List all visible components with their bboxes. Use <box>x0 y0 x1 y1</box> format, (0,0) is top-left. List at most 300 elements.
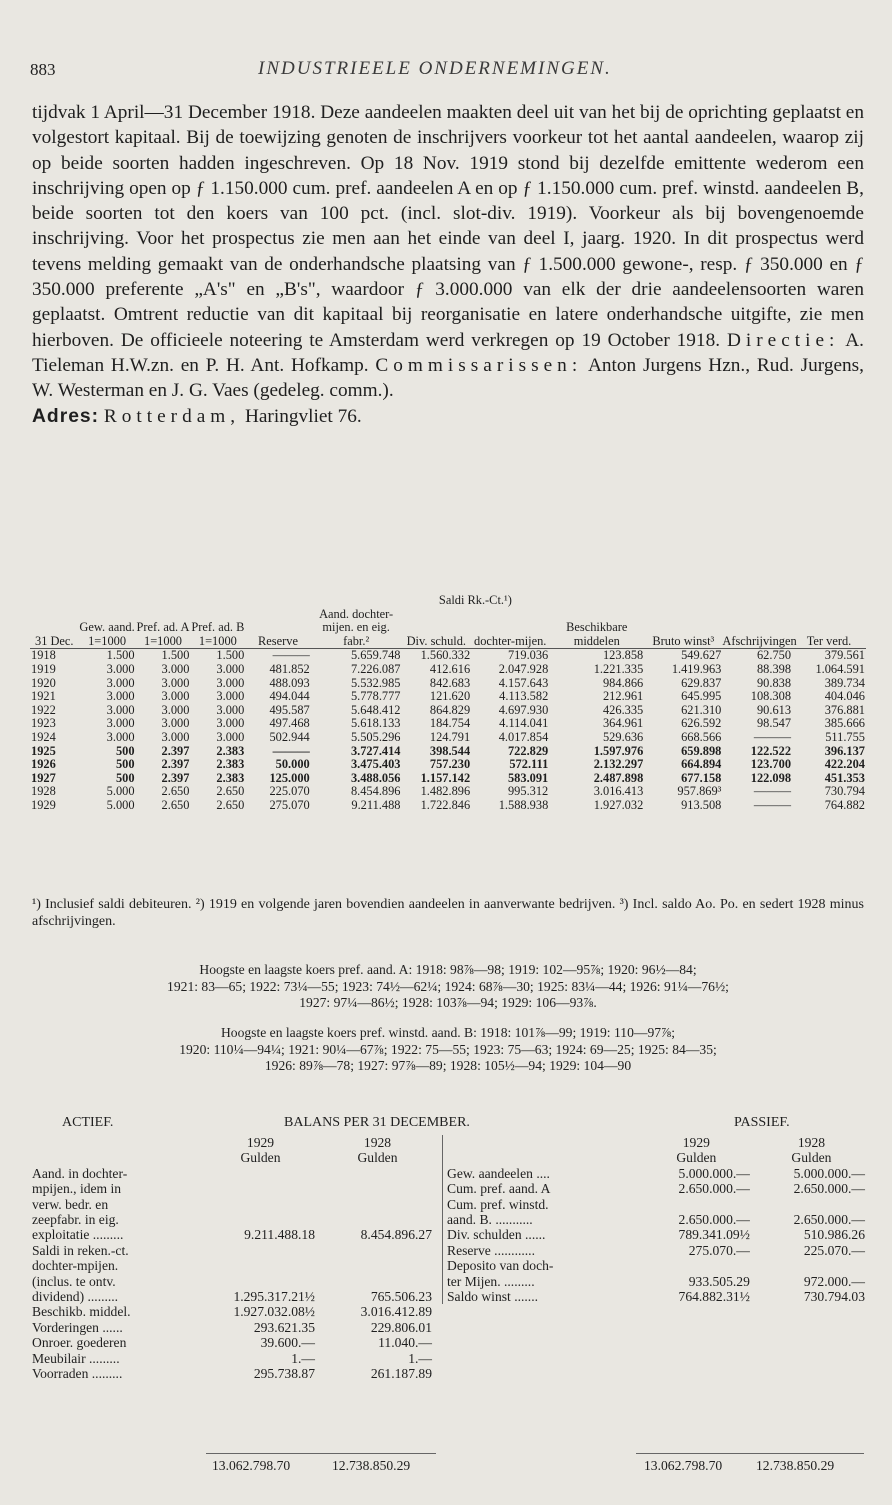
balance-label: Gew. aandeelen .... <box>447 1165 550 1181</box>
table-cell-doch: 583.091 <box>507 770 549 785</box>
balance-label: Aand. in dochter- <box>32 1165 128 1181</box>
koers-a-line: Hoogste en laagste koers pref. aand. A: 1918: 98⅞—98; 1919: 102—95⅞; 1920: 96½—84; <box>199 962 697 977</box>
balance-value: 2.650.000.— <box>678 1212 750 1228</box>
table-cell-afs: 122.522 <box>750 743 792 758</box>
table-cell-gew: 1.500 <box>106 648 135 663</box>
table-cell-year: 1925 <box>31 743 56 758</box>
koers-a-line: 1927: 97¼—86½; 1928: 103⅞—94; 1929: 106—93⅞. <box>299 995 597 1010</box>
table-cell-year: 1920 <box>31 675 56 690</box>
balance-row <box>32 1197 436 1212</box>
table-cell-bruto: 645.995 <box>681 689 722 704</box>
table-cell-b: 2.383 <box>216 770 245 785</box>
table-cell-besch: 1.221.335 <box>593 661 644 676</box>
passief-label: PASSIEF. <box>734 1115 790 1130</box>
table-cell-gew: 3.000 <box>106 675 135 690</box>
balance-value: 972.000.— <box>803 1273 865 1289</box>
table-cell-div: 124.791 <box>429 729 471 744</box>
balance-row <box>32 1166 436 1181</box>
passief-table <box>447 1135 869 1304</box>
table-cell-afs: 108.308 <box>750 689 792 704</box>
balance-row <box>32 1181 436 1196</box>
running-header <box>30 58 870 84</box>
balance-label: verw. bedr. en <box>32 1196 109 1212</box>
table-cell-afs: ——— <box>753 784 792 799</box>
table-cell-year: 1921 <box>31 689 56 704</box>
table-cell-aand: 7.226.087 <box>350 661 401 676</box>
table-row <box>30 772 866 786</box>
table-cell-bruto: 664.894 <box>681 757 722 772</box>
table-cell-b: 3.000 <box>216 661 245 676</box>
balance-label: Cum. pref. aand. A <box>447 1181 551 1197</box>
balance-value: 1.— <box>291 1350 315 1366</box>
balance-label: Deposito van doch- <box>447 1258 554 1274</box>
table-cell-ter: 379.561 <box>824 648 865 663</box>
table-cell-b: 2.650 <box>216 797 245 812</box>
actief-table <box>32 1135 436 1382</box>
balance-label: Saldi in reken.-ct. <box>32 1242 129 1258</box>
balance-value <box>202 1258 319 1273</box>
balance-row <box>447 1181 869 1196</box>
table-cell-year: 1924 <box>31 729 56 744</box>
table-cell-afs: 98.547 <box>756 716 792 731</box>
table-cell-a: 3.000 <box>161 675 190 690</box>
balance-value: 933.505.29 <box>688 1273 750 1289</box>
commissarissen-label: Commissarissen: <box>375 354 583 376</box>
table-cell-div: 864.829 <box>429 702 471 717</box>
balance-value <box>754 1197 869 1212</box>
page-number: 883 <box>30 60 56 79</box>
table-cell-div: 1.482.896 <box>420 784 471 799</box>
balance-value <box>319 1181 436 1196</box>
balance-header <box>32 1115 864 1135</box>
table-cell-a: 2.397 <box>161 757 190 772</box>
total-actief-1928: 12.738.850.29 <box>332 1458 411 1473</box>
table-cell-afs: 123.700 <box>750 757 792 772</box>
table-cell-res: 275.070 <box>269 797 310 812</box>
balance-value: 9.211.488.18 <box>244 1227 315 1243</box>
balance-value <box>319 1274 436 1289</box>
table-cell-doch: 4.697.930 <box>498 702 549 717</box>
balance-row <box>32 1227 436 1242</box>
table-cell-res: 125.000 <box>269 770 310 785</box>
unit-header: Gulden <box>676 1150 717 1166</box>
balance-value <box>319 1197 436 1212</box>
table-row <box>30 677 866 691</box>
table-cell-year: 1923 <box>31 716 56 731</box>
col-header-date: 31 Dec. <box>30 608 79 649</box>
table-row <box>30 785 866 799</box>
balance-row <box>32 1366 436 1381</box>
table-row <box>30 731 866 745</box>
table-cell-year: 1919 <box>31 661 56 676</box>
koers-b-line: 1926: 89⅞—78; 1927: 97⅞—89; 1928: 105½—94; 1929: 104—90 <box>264 1058 632 1073</box>
balance-title: BALANS PER 31 DECEMBER. <box>284 1115 470 1130</box>
balance-value: 765.506.23 <box>370 1289 432 1305</box>
total-passief-1928: 12.738.850.29 <box>756 1458 835 1473</box>
balance-value: 229.806.01 <box>370 1319 432 1335</box>
table-cell-div: 842.683 <box>429 675 471 690</box>
year-header: 1928 <box>363 1135 392 1150</box>
balance-label: Reserve ............ <box>447 1242 535 1258</box>
running-title: INDUSTRIEELE ONDERNEMINGEN. <box>258 58 612 79</box>
table-cell-a: 3.000 <box>161 661 190 676</box>
table-cell-gew: 500 <box>115 770 135 785</box>
table-row <box>30 799 866 813</box>
table-cell-afs: 88.398 <box>756 661 792 676</box>
table-cell-besch: 3.016.413 <box>593 784 644 799</box>
table-cell-div: 1.722.846 <box>420 797 471 812</box>
col-header-ter-verd: Ter verd. <box>792 608 866 649</box>
col-header-dochter-mijen: dochter-mijen. <box>471 608 549 649</box>
table-cell-div: 1.157.142 <box>420 770 471 785</box>
total-actief-1929: 13.062.798.70 <box>212 1458 291 1473</box>
balance-value <box>639 1258 754 1273</box>
unit-header: Gulden <box>240 1150 281 1166</box>
table-cell-doch: 722.829 <box>507 743 549 758</box>
table-cell-ter: 764.882 <box>824 797 865 812</box>
table-cell-bruto: 1.419.963 <box>671 661 722 676</box>
table-cell-besch: 426.335 <box>602 702 644 717</box>
table-cell-div: 757.230 <box>429 757 471 772</box>
balance-label: Onroer. goederen <box>32 1335 127 1351</box>
balance-label: (inclus. te ontv. <box>32 1273 116 1289</box>
table-cell-res: 497.468 <box>269 716 310 731</box>
table-cell-div: 412.616 <box>429 661 471 676</box>
balance-label: Vorderingen ...... <box>32 1319 123 1335</box>
col-header-afschrijvingen: Afschrijvingen <box>722 608 792 649</box>
table-cell-div: 1.560.332 <box>420 648 471 663</box>
total-rule-right <box>636 1453 864 1454</box>
table-cell-aand: 5.648.412 <box>350 702 401 717</box>
table-cell-ter: 396.137 <box>824 743 865 758</box>
balance-row <box>447 1258 869 1273</box>
table-cell-a: 3.000 <box>161 702 190 717</box>
table-cell-b: 2.650 <box>216 784 245 799</box>
table-cell-bruto: 659.898 <box>681 743 722 758</box>
balance-row <box>447 1166 869 1181</box>
table-cell-aand: 5.505.296 <box>350 729 401 744</box>
balance-label: dochter-mpijen. <box>32 1258 119 1274</box>
col-header-pref-a: Pref. ad. A 1=1000 <box>136 608 191 649</box>
balance-value: 39.600.— <box>260 1335 315 1351</box>
table-cell-a: 2.397 <box>161 743 190 758</box>
koers-pref-a <box>32 962 864 1012</box>
balance-value: 1.927.032.08½ <box>233 1304 315 1320</box>
table-row <box>30 758 866 772</box>
table-cell-bruto: 677.158 <box>681 770 722 785</box>
balance-row <box>32 1258 436 1273</box>
saldi-group-header: Saldi Rk.-Ct.¹) <box>438 593 512 607</box>
paragraph-history <box>32 100 864 404</box>
table-cell-aand: 3.727.414 <box>350 743 401 758</box>
balance-label: exploitatie ......... <box>32 1227 124 1243</box>
table-cell-ter: 511.755 <box>825 729 865 744</box>
table-cell-bruto: 629.837 <box>681 675 722 690</box>
table-cell-besch: 984.866 <box>602 675 644 690</box>
table-cell-res: 495.587 <box>269 702 310 717</box>
col-header-gew: Gew. aand. 1=1000 <box>79 608 136 649</box>
balance-row <box>32 1351 436 1366</box>
table-cell-b: 1.500 <box>216 648 245 663</box>
table-cell-bruto: 913.508 <box>681 797 722 812</box>
balance-value: 510.986.26 <box>803 1227 865 1243</box>
table-row <box>30 663 866 677</box>
balance-row <box>32 1289 436 1304</box>
balance-row <box>32 1212 436 1227</box>
balance-row <box>32 1304 436 1319</box>
table-cell-aand: 9.211.488 <box>351 797 401 812</box>
directie-text: A. Tieleman H.W.zn. en P. H. Ant. Hofkamp. <box>32 329 864 376</box>
balance-value: 11.040.— <box>378 1335 432 1351</box>
balance-value: 3.016.412.89 <box>360 1304 432 1320</box>
balance-label: dividend) ......... <box>32 1289 119 1305</box>
col-header-div-schuld: Div. schuld. <box>402 608 472 649</box>
table-cell-res: ——— <box>272 648 310 663</box>
table-cell-ter: 451.353 <box>824 770 865 785</box>
balance-label: mpijen., idem in <box>32 1181 122 1197</box>
actief-side <box>32 1135 436 1382</box>
table-cell-a: 3.000 <box>161 716 190 731</box>
col-header-beschikbare: Beschikbare middelen <box>549 608 644 649</box>
passief-rows <box>447 1166 869 1305</box>
table-cell-afs: ——— <box>753 797 792 812</box>
actief-label: ACTIEF. <box>62 1115 114 1130</box>
table-cell-doch: 1.588.938 <box>498 797 549 812</box>
table-cell-gew: 3.000 <box>106 716 135 731</box>
table-cell-afs: ——— <box>753 729 792 744</box>
total-passief-1929: 13.062.798.70 <box>644 1458 723 1473</box>
table-cell-doch: 4.017.854 <box>498 729 549 744</box>
table-cell-a: 2.650 <box>161 797 190 812</box>
table-cell-b: 2.383 <box>216 757 245 772</box>
table-cell-bruto: 626.592 <box>681 716 722 731</box>
table-row <box>30 745 866 759</box>
table-cell-res: 225.070 <box>269 784 310 799</box>
table-cell-gew: 500 <box>115 757 135 772</box>
table-row <box>30 717 866 731</box>
table-cell-ter: 385.666 <box>824 716 865 731</box>
table-cell-ter: 1.064.591 <box>815 661 865 676</box>
balance-value: 1.295.317.21½ <box>233 1289 315 1305</box>
table-cell-div: 398.544 <box>429 743 471 758</box>
balance-label: Meubilair ......... <box>32 1350 120 1366</box>
balance-value: 5.000.000.— <box>678 1165 750 1181</box>
table-cell-bruto: 668.566 <box>681 729 722 744</box>
table-cell-afs: 62.750 <box>756 648 792 663</box>
balance-label: ter Mijen. ......... <box>447 1273 535 1289</box>
balance-value <box>202 1197 319 1212</box>
table-cell-bruto: 957.869³ <box>677 784 722 799</box>
table-cell-ter: 422.204 <box>824 757 865 772</box>
adres-street: Haringvliet 76. <box>244 405 362 427</box>
table-cell-bruto: 549.627 <box>681 648 722 663</box>
table-cell-besch: 529.636 <box>602 729 644 744</box>
table-cell-besch: 212.961 <box>602 689 644 704</box>
balance-value <box>319 1258 436 1273</box>
balance-value: 2.650.000.— <box>678 1181 750 1197</box>
actief-rows <box>32 1166 436 1382</box>
balance-label: Div. schulden ...... <box>447 1227 546 1243</box>
table-cell-afs: 122.098 <box>750 770 792 785</box>
table-cell-doch: 4.114.041 <box>499 716 549 731</box>
table-cell-bruto: 621.310 <box>681 702 722 717</box>
table-cell-b: 2.383 <box>216 743 245 758</box>
balance-value: 293.621.35 <box>253 1319 315 1335</box>
balance-label: aand. B. ........... <box>447 1212 533 1228</box>
balance-value <box>319 1212 436 1227</box>
balance-sheet <box>32 1115 865 1473</box>
table-cell-besch: 2.487.898 <box>593 770 644 785</box>
balance-row <box>447 1227 869 1242</box>
balance-value: 764.882.31½ <box>678 1289 750 1305</box>
table-cell-gew: 3.000 <box>106 729 135 744</box>
balance-value: 2.650.000.— <box>793 1181 865 1197</box>
balance-row <box>32 1274 436 1289</box>
adres-label: Adres: <box>32 405 100 427</box>
table-cell-b: 3.000 <box>216 675 245 690</box>
balance-row <box>32 1335 436 1350</box>
table-cell-besch: 1.927.032 <box>593 797 644 812</box>
balance-value: 225.070.— <box>803 1242 865 1258</box>
table-cell-b: 3.000 <box>216 689 245 704</box>
table-cell-doch: 2.047.928 <box>498 661 549 676</box>
koers-b-line: Hoogste en laagste koers pref. winstd. aand. B: 1918: 101⅞—99; 1919: 110—97⅞; <box>220 1025 676 1040</box>
balance-value: 275.070.— <box>688 1242 750 1258</box>
table-cell-year: 1927 <box>31 770 56 785</box>
koers-b-line: 1920: 110¼—94¼; 1921: 90¼—67⅞; 1922: 75—55; 1923: 75—63; 1924: 69—25; 1925: 84—35; <box>179 1041 717 1057</box>
balance-row <box>32 1320 436 1335</box>
balance-value <box>202 1166 319 1181</box>
table-cell-aand: 8.454.896 <box>350 784 401 799</box>
year-header: 1929 <box>682 1135 710 1150</box>
table-cell-ter: 376.881 <box>824 702 865 717</box>
balance-value <box>202 1212 319 1227</box>
table-cell-a: 2.397 <box>161 770 190 785</box>
table-cell-res: ——— <box>272 743 310 758</box>
body-text <box>32 100 864 429</box>
table-cell-b: 3.000 <box>216 702 245 717</box>
table-cell-ter: 404.046 <box>824 689 865 704</box>
balance-value: 2.650.000.— <box>793 1212 865 1228</box>
table-cell-b: 3.000 <box>216 729 245 744</box>
table-cell-div: 184.754 <box>429 716 471 731</box>
col-header-pref-b: Pref. ad. B 1=1000 <box>190 608 245 649</box>
balance-row <box>447 1197 869 1212</box>
table-cell-doch: 4.113.582 <box>499 689 549 704</box>
table-cell-res: 50.000 <box>275 757 310 772</box>
table-cell-b: 3.000 <box>216 716 245 731</box>
balance-row <box>447 1289 869 1304</box>
table-cell-year: 1929 <box>31 797 56 812</box>
total-rule-left <box>206 1453 436 1454</box>
footnote-text: ¹) Inclusief saldi debiteuren. ²) 1919 en volgende jaren bovendien aandeelen in aanverwante bedrijven. ³) Incl. saldo Ao. Po. en sedert 1928 minus afschrijvingen. <box>32 897 864 929</box>
table-cell-a: 3.000 <box>161 729 190 744</box>
year-header: 1928 <box>797 1135 826 1150</box>
balance-value: 295.738.87 <box>253 1366 315 1382</box>
balance-value: 5.000.000.— <box>793 1165 865 1181</box>
paragraph-text: tijdvak 1 April—31 December 1918. Deze aandeelen maakten deel uit van het bij de oprichting geplaatst en volgestort kapitaal. Bij de toewijzing genoten de inschrijvers voorkeur tot het aantal aandeelen, waarop zij op beide soorten hadden ingeschreven. Op 18 Nov. 1919 stond bij dezelfde emittente wederom een inschrijving open op ƒ 1.150.000 cum. pref. aandeelen A en op ƒ 1.150.000 cum. pref. winstd. aandeelen B, beide soorten tot den koers van 100 pct. (incl. slot-div. 1919). Voorkeur als bij bovengenoemde inschrijving. Voor het prospectus zie men aan het einde van deel I, jaarg. 1920. In dit prospectus werd tevens melding gemaakt van de onderhandsche plaatsing van ƒ 1.500.000 gewone-, resp. ƒ 350.000 en ƒ 350.000 preferente „A's" en „B's", waardoor ƒ 3.000.000 van elk der drie aandeelensoorten waren geplaatst. Omtrent reductie van dit kapitaal bij reorganisatie en latere onderhandsche uitgifte, zie men hierboven. De officieele noteering te Amsterdam werd verkregen op 19 October 1918. <box>32 102 864 351</box>
table-cell-besch: 1.597.976 <box>593 743 644 758</box>
unit-header: Gulden <box>357 1150 398 1166</box>
balance-value: 730.794.03 <box>803 1289 865 1305</box>
table-cell-afs: 90.613 <box>756 702 792 717</box>
balance-value: 789.341.09½ <box>678 1227 750 1243</box>
balance-row <box>447 1212 869 1227</box>
table-cell-doch: 995.312 <box>507 784 549 799</box>
table-cell-res: 488.093 <box>269 675 310 690</box>
balance-value <box>754 1258 869 1273</box>
table-cell-gew: 3.000 <box>106 689 135 704</box>
table-cell-besch: 123.858 <box>602 648 644 663</box>
table-cell-aand: 5.532.985 <box>350 675 401 690</box>
balance-value <box>319 1243 436 1258</box>
table-cell-res: 494.044 <box>269 689 310 704</box>
balance-label: zeepfabr. in eig. <box>32 1212 119 1228</box>
year-header: 1929 <box>246 1135 275 1150</box>
stats-table-body <box>30 649 866 813</box>
table-cell-res: 481.852 <box>269 661 310 676</box>
table-cell-afs: 90.838 <box>756 675 792 690</box>
koers-pref-b <box>32 1025 864 1075</box>
table-cell-a: 2.650 <box>161 784 190 799</box>
balance-value <box>202 1274 319 1289</box>
table-cell-doch: 572.111 <box>509 757 549 772</box>
table-cell-year: 1922 <box>31 702 56 717</box>
balance-value: 1.— <box>408 1350 432 1366</box>
directie-label: Directie: <box>726 329 840 351</box>
table-cell-aand: 3.475.403 <box>350 757 401 772</box>
balance-value: 8.454.896.27 <box>360 1227 432 1243</box>
table-cell-doch: 4.157.643 <box>498 675 549 690</box>
table-cell-gew: 500 <box>115 743 135 758</box>
balance-label: Saldo winst ....... <box>447 1289 539 1305</box>
table-cell-gew: 3.000 <box>106 661 135 676</box>
balance-label: Voorraden ......... <box>32 1366 123 1382</box>
passief-side <box>442 1135 869 1304</box>
table-row <box>30 649 866 663</box>
balance-row <box>32 1243 436 1258</box>
koers-a-line: 1921: 83—65; 1922: 73¼—55; 1923: 74½—62¼; 1924: 68⅞—30; 1925: 83¼—44; 1926: 91¼—76½; <box>167 978 729 994</box>
table-cell-aand: 5.659.748 <box>350 648 401 663</box>
table-cell-ter: 389.734 <box>824 675 865 690</box>
table-cell-year: 1926 <box>31 757 56 772</box>
col-header-bruto-winst: Bruto winst³ <box>644 608 722 649</box>
balance-value: 261.187.89 <box>370 1366 432 1382</box>
table-cell-besch: 364.961 <box>602 716 644 731</box>
table-cell-year: 1918 <box>31 648 56 663</box>
balance-value <box>202 1243 319 1258</box>
table-cell-a: 3.000 <box>161 689 190 704</box>
balance-label: Cum. pref. winstd. <box>447 1196 549 1212</box>
table-cell-gew: 3.000 <box>106 702 135 717</box>
balance-row <box>447 1274 869 1289</box>
table-cell-aand: 5.618.133 <box>350 716 401 731</box>
table-row <box>30 704 866 718</box>
table-cell-gew: 5.000 <box>106 784 135 799</box>
balance-value <box>319 1166 436 1181</box>
table-row <box>30 690 866 704</box>
adres-city: Rotterdam, <box>103 405 241 427</box>
footnotes <box>32 896 864 930</box>
col-header-aand-dochter: Aand. dochter-mijen. en eig. fabr.² <box>311 608 402 649</box>
table-cell-div: 121.620 <box>429 689 471 704</box>
balance-value <box>202 1181 319 1196</box>
address-line <box>32 404 864 429</box>
table-cell-a: 1.500 <box>161 648 190 663</box>
table-cell-res: 502.944 <box>269 729 310 744</box>
table-cell-year: 1928 <box>31 784 56 799</box>
table-cell-besch: 2.132.297 <box>593 757 644 772</box>
